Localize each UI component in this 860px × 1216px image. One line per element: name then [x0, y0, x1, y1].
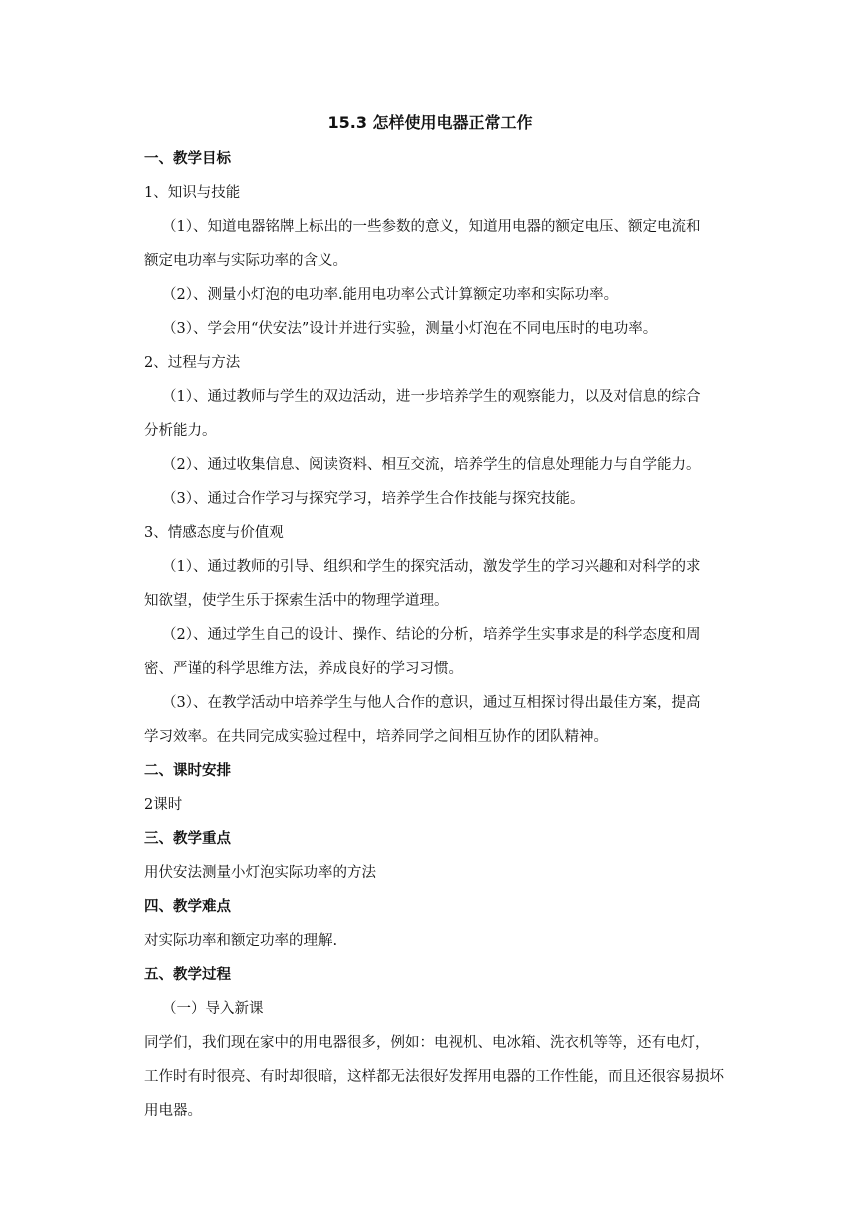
section-heading-key-points: 三、教学重点	[144, 831, 231, 847]
paragraph-line: 密、严谨的科学思维方法，养成良好的学习习惯。	[144, 661, 463, 677]
paragraph-line: （1）、通过教师与学生的双边活动，进一步培养学生的观察能力，以及对信息的综合	[162, 389, 701, 405]
paragraph-line: 分析能力。	[144, 423, 217, 439]
paragraph-line: 对实际功率和额定功率的理解.	[144, 933, 338, 949]
subheading-introduction: （一）导入新课	[162, 1001, 264, 1017]
paragraph-line: 知欲望，使学生乐于探索生活中的物理学道理。	[144, 593, 449, 609]
paragraph-line: 同学们，我们现在家中的用电器很多，例如：电视机、电冰箱、洗衣机等等，还有电灯，	[144, 1035, 710, 1051]
paragraph-line: （3）、通过合作学习与探究学习，培养学生合作技能与探究技能。	[162, 491, 585, 507]
section-heading-process: 五、教学过程	[144, 967, 231, 983]
paragraph-line: （1）、通过教师的引导、组织和学生的探究活动，激发学生的学习兴趣和对科学的求	[162, 559, 701, 575]
subheading-attitude-values: 3、情感态度与价值观	[144, 525, 284, 541]
paragraph-line: 学习效率。在共同完成实验过程中，培养同学之间相互协作的团队精神。	[144, 729, 608, 745]
paragraph-line: （2）、通过收集信息、阅读资料、相互交流，培养学生的信息处理能力与自学能力。	[162, 457, 701, 473]
paragraph-line: （2）、测量小灯泡的电功率.能用电功率公式计算额定功率和实际功率。	[162, 287, 619, 303]
paragraph-line: （1）、知道电器铭牌上标出的一些参数的意义，知道用电器的额定电压、额定电流和	[162, 219, 701, 235]
paragraph-line: 用电器。	[144, 1103, 202, 1119]
subheading-process-method: 2、过程与方法	[144, 355, 241, 371]
section-heading-difficulties: 四、教学难点	[144, 899, 231, 915]
section-heading-schedule: 二、课时安排	[144, 763, 231, 779]
paragraph-line: （3）、在教学活动中培养学生与他人合作的意识，通过互相探讨得出最佳方案，提高	[162, 695, 701, 711]
paragraph-line: 工作时有时很亮、有时却很暗，这样都无法很好发挥用电器的工作性能，而且还很容易损坏	[144, 1069, 724, 1085]
paragraph-line: （2）、通过学生自己的设计、操作、结论的分析，培养学生实事求是的科学态度和周	[162, 627, 701, 643]
document-title: 15.3 怎样使用电器正常工作	[327, 113, 533, 132]
paragraph-line: 用伏安法测量小灯泡实际功率的方法	[144, 865, 376, 881]
paragraph-line: 2课时	[144, 797, 183, 813]
paragraph-line: 额定电功率与实际功率的含义。	[144, 253, 347, 269]
section-heading-objectives: 一、教学目标	[144, 151, 231, 167]
subheading-knowledge-skills: 1、知识与技能	[144, 185, 241, 201]
paragraph-line: （3）、学会用“伏安法”设计并进行实验，测量小灯泡在不同电压时的电功率。	[162, 321, 658, 337]
